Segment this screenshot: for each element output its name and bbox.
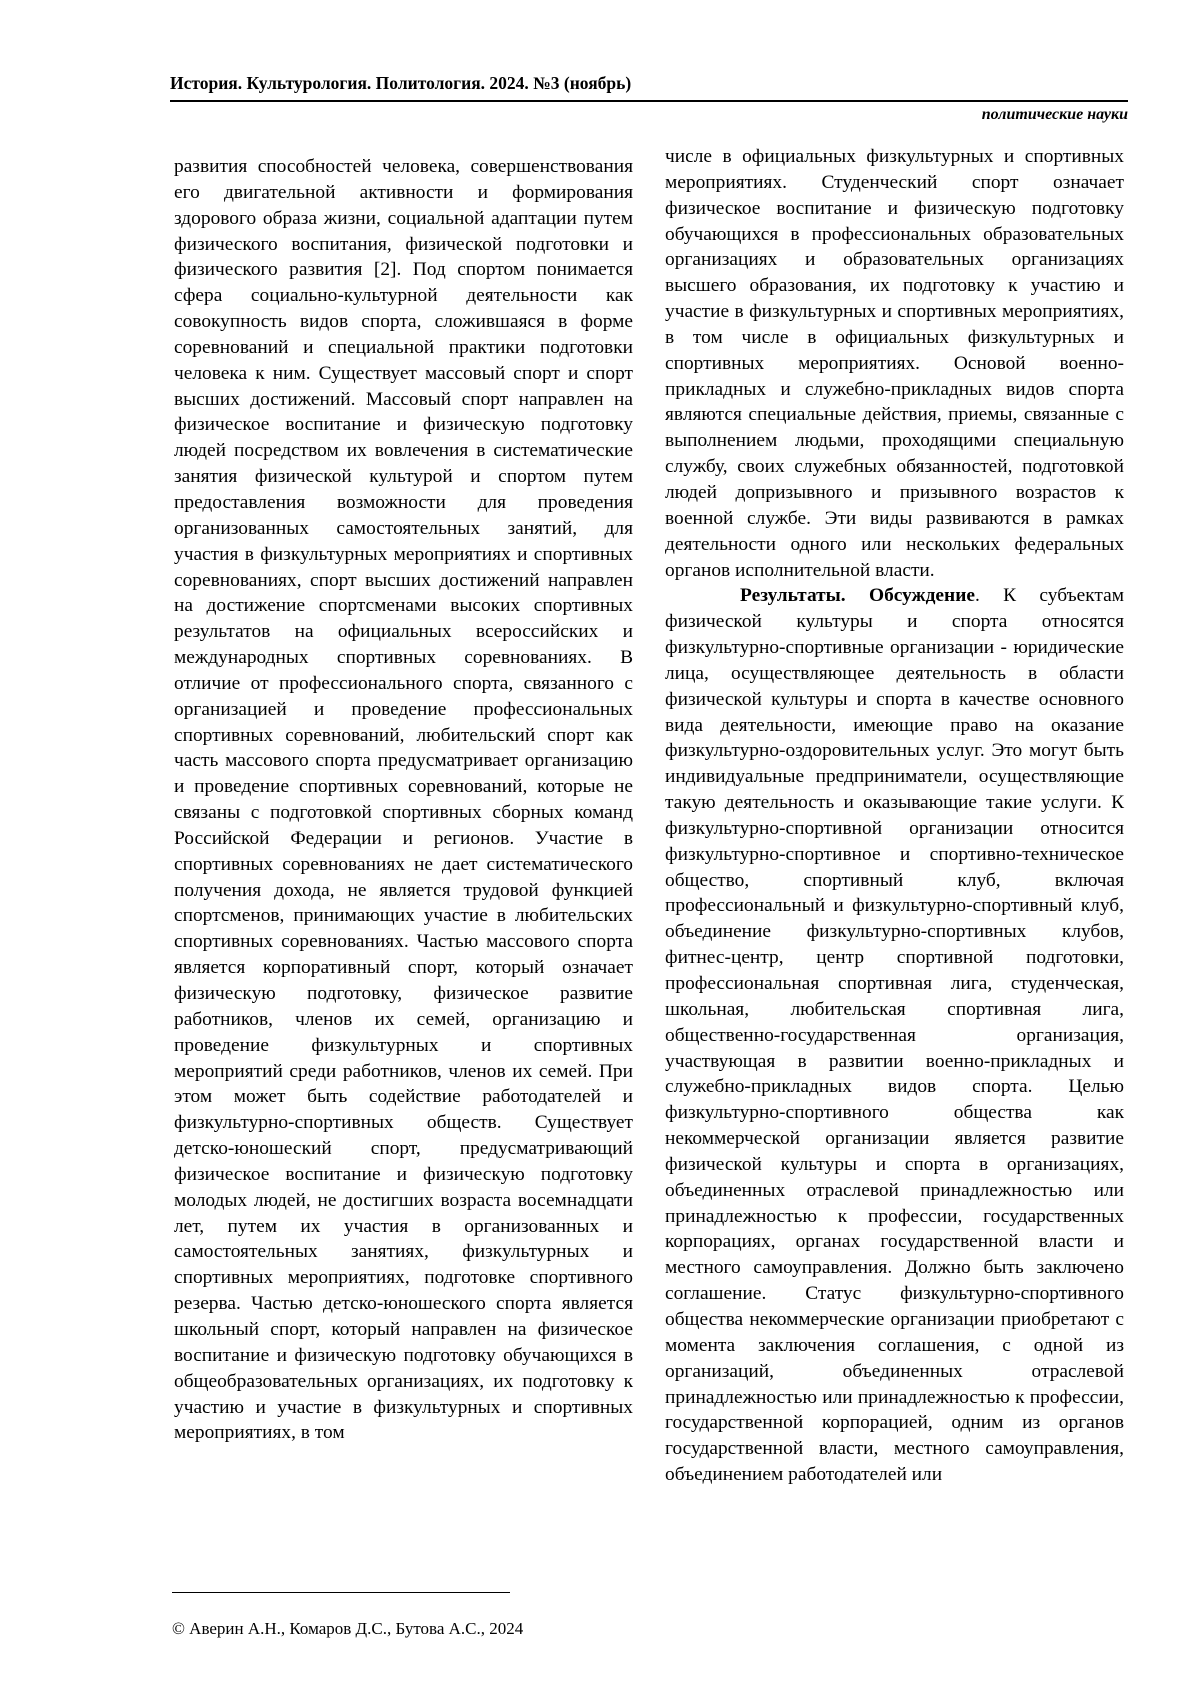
results-heading: Результаты. Обсуждение — [740, 585, 975, 607]
left-column — [174, 154, 633, 1488]
header-rule — [170, 100, 1128, 102]
footnote-rule — [172, 1592, 510, 1593]
page-header — [170, 72, 1128, 125]
copyright-footnote: © Аверин А.Н., Комаров Д.С., Бутова А.С., 2024 — [172, 1619, 524, 1638]
article-body — [174, 146, 1124, 1488]
journal-title: История. Культурология. Политология. 2024. №3 (ноябрь) — [170, 73, 632, 93]
results-text: . К субъектам физической культуры и спорта относятся физкультурно-спортивные организации - юридические лица, осуществляющее деятельность в области физической культуры и спорта в качестве основного вида деятельности, имеющие право на оказание физкультурно-оздоровительных услуг. Это могут быть индивидуальные предприниматели, осуществляющие такую деятельность и оказывающие такие услуги. К физкультурно-спортивной организации относится физкультурно-спортивное и спортивно-техническое общество, спортивный клуб, включая профессиональный и физкультурно-спортивный клуб, объединение физкультурно-спортивных клубов, фитнес-центр, центр спортивной подготовки, профессиональная спортивная лига, студенческая, школьная, любительская спортивная лига, общественно-государственная организация, участвующая в развитии военно-прикладных и служебно-прикладных видов спорта. Целью физкультурно-спортивного общества как некоммерческой организации является развитие физической культуры и спорта в организациях, объединенных отраслевой принадлежностью или принадлежностью к профессии, государственных корпорациях, органах государственной власти и местного самоуправления. Должно быть заключено соглашение. Статус физкультурно-спортивного общества некоммерческие организации приобретают с момента заключения соглашения, с одной из организаций, объединенных отраслевой принадлежностью или принадлежностью к профессии, государственной корпорацией, одним из органов государственной власти, местного самоуправления, объединением работодателей или — [665, 585, 1124, 1486]
left-column-text: развития способностей человека, совершенствования его двигательной активности и формирования здорового образа жизни, социальной адаптации путем физического воспитания, физической подготовки и физического развития [2]. Под спортом понимается сфера социально-культурной деятельности как совокупность видов спорта, сложившаяся в форме соревнований и специальной практики подготовки человека к ним. Существует массовый спорт и спорт высших достижений. Массовый спорт направлен на физическое воспитание и физическую подготовку людей посредством их вовлечения в систематические занятия физической культурой и спортом путем предоставления возможности для проведения организованных самостоятельных занятий, для участия в физкультурных мероприятиях и спортивных соревнованиях, спорт высших достижений направлен на достижение спортсменами высоких спортивных результатов на официальных всероссийских и международных спортивных соревнованиях. В отличие от профессионального спорта, связанного с организацией и проведение профессиональных спортивных соревнований, любительский спорт как часть массового спорта предусматривает организацию и проведение спортивных соревнований, которые не связаны с подготовкой спортивных сборных команд Российской Федерации и регионов. Участие в спортивных соревнованиях не дает систематического получения дохода, не является трудовой функцией спортсменов, принимающих участие в любительских спортивных соревнованиях. Частью массового спорта является корпоративный спорт, который означает физическую подготовку, физическое развитие работников, членов их семей, организацию и проведение физкультурных и спортивных мероприятий среди работников, членов их семей. При этом может быть содействие работодателей и физкультурно-спортивных обществ. Существует детско-юношеский спорт, предусматривающий физическое воспитание и физическую подготовку молодых людей, не достигших возраста восемнадцати лет, путем их участия в организованных и самостоятельных занятиях, физкультурных и спортивных мероприятиях, подготовке спортивного резерва. Частью детско-юношеского спорта является школьный спорт, который направлен на физическое воспитание и физическую подготовку обучающихся в общеобразовательных организациях, их подготовку к участию и участие в физкультурных и спортивных мероприятиях, в том — [174, 156, 633, 1444]
right-column-paragraph-1: числе в официальных физкультурных и спортивных мероприятиях. Студенческий спорт означает физическое воспитание и физическую подготовку обучающихся в профессиональных образовательных организациях и образовательных организациях высшего образования, их подготовку к участию и участие в физкультурных и спортивных мероприятиях, в том числе в официальных физкультурных и спортивных мероприятиях. Основой военно-прикладных и служебно-прикладных видов спорта являются специальные действия, приемы, связанные с выполнением людьми, проходящими специальную службу, своих служебных обязанностей, подготовкой людей допризывного и призывного возрастов к военной службе. Эти виды развиваются в рамках деятельности одного или нескольких федеральных органов исполнительной власти. — [665, 146, 1124, 581]
right-column-paragraph-2 — [665, 583, 1124, 1488]
right-column — [665, 146, 1124, 1488]
section-label: политические науки — [981, 106, 1128, 123]
